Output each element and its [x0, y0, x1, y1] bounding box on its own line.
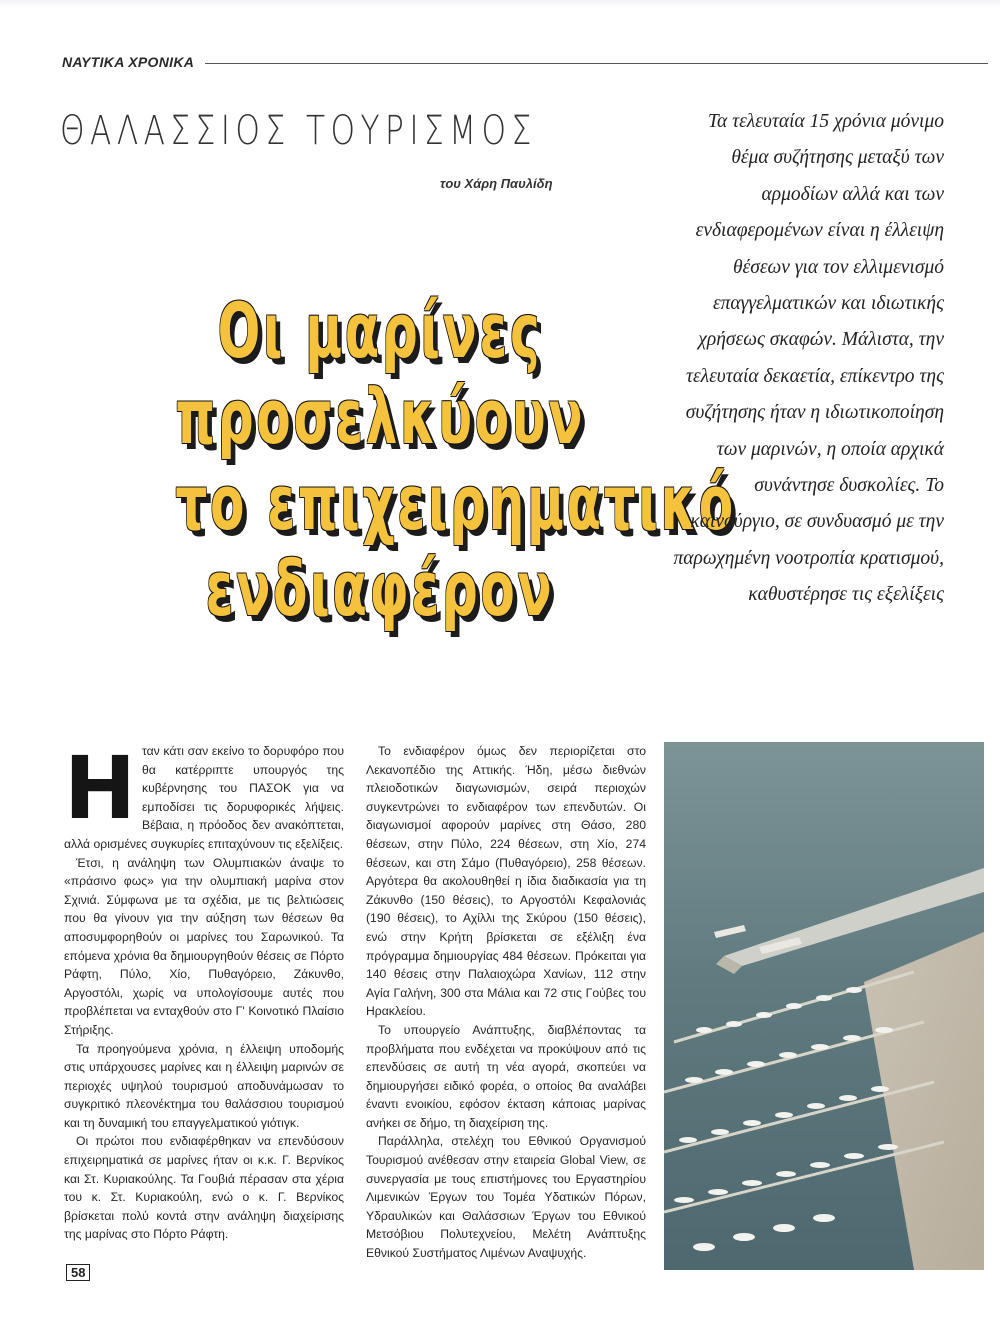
- body-paragraph: Παράλληλα, στελέχη του Εθνικού Οργανισμού Τουρισμού ανέθεσαν στην εταιρεία Global View, σε συνεργασία με τους επιστήμονες του Εργαστηρίου Λιμενικών Έργων του Τομέα Υδατικών Πόρων, Υδραυλικών και Θαλάσσιων Έργων του Εθνικού Μετσόβιου Πολυτεχνείου, Μελέτη Ανάπτυξης Εθνικού Συστήματος Λιμένων Αναψυχής.: [366, 1134, 646, 1261]
- lede-paragraph: Τα τελευταία 15 χρόνια μόνιμο θέμα συζήτησης μεταξύ των αρμοδίων αλλά και των ενδιαφερομένων είναι η έλλειψη θέσεων για τον ελλιμενισμό επαγγελματικών και ιδιωτικής χρήσεως σκαφών. Μάλιστα, την τελευταία δεκαετία, επίκεντρο της συζήτησης ήταν η ιδιωτικοποίηση των μαρινών, η οποία αρχικά συνάντησε δυσκολίες. Το καινούργιο, σε συνδυασμό με την παρωχημένη νοοτροπία κρατισμού, καθυστέρησε τις εξελίξεις: [673, 111, 944, 606]
- headline-line: το επιχειρηματικό: [175, 458, 736, 547]
- headline-line: ενδιαφέρον: [205, 544, 555, 633]
- headline-line: προσελκύουν: [175, 372, 586, 461]
- page-top-edge: [0, 0, 1000, 8]
- article-category: ΘΑΛΑΣΣΙΟΣ ΤΟΥΡΙΣΜΟΣ: [60, 108, 537, 154]
- page-number: 58: [66, 1264, 90, 1281]
- body-paragraph: Το υπουργείο Ανάπτυξης, διαβλέποντας τα προβλήματα που ενδέχεται να προκύψουν από τις επενδύσεις σε αυτή τη νέα αγορά, σκοπεύει να δημιουργήσει ειδικό φορέα, ο οποίος θα αναλάβει έναντι ενοικίου, εφόσον έκταση κάποιας μαρίνας ανήκει σε δήμο, τη διαχείριση της.: [366, 1022, 646, 1130]
- headline: [70, 286, 736, 633]
- body-paragraph: Έτσι, η ανάληψη των Ολυμπιακών άναψε το «πράσινο φως» για την ολυμπιακή μαρίνα στον Σχινιά. Σύμφωνα με τα σχέδια, με τις βελτιώσεις που θα γίνουν για την αύξηση των θέσεων θα αποσυμφορηθούν οι μαρίνες του Σαρωνικού. Τα επόμενα χρόνια θα δημιουργηθούν θέσεις σε Πόρτο Ράφτη, Πύλο, Χίο, Πυθαγόρειο, Ζάκυνθο, Αργοστόλι, χωρίς να υπολογίσουμε αυτές που προβλέπεται να ενταχθούν στο Γ' Κοινοτικό Πλαίσιο Στήριξης.: [64, 855, 344, 1037]
- headline-line: Οι μαρίνες: [217, 286, 543, 375]
- section-header: ΝΑΥΤΙΚΑ ΧΡΟΝΙΚΑ: [62, 54, 195, 70]
- body-paragraph: Οι πρώτοι που ενδιαφέρθηκαν να επενδύσουν επιχειρηματικά σε μαρίνες ήταν οι κ.κ. Γ. Βερνίκος και Στ. Κυριακούλης. Τα Γουβιά πέρασαν στα χέρια του κ. Στ. Κυριακούλη, ενώ ο κ. Γ. Βερνίκος βρίσκεται πολύ κοντά στην ανάληψη διαχείρισης της μαρίνας στο Πόρτο Ράφτη.: [64, 1134, 344, 1242]
- marina-photo: [664, 742, 984, 1270]
- header-rule: [205, 63, 988, 64]
- body-paragraph: Τα προηγούμενα χρόνια, η έλλειψη υποδομής στις υπάρχουσες μαρίνες και η έλλειψη μαρινών σε περιοχές υψηλού τουρισμού αποδυνάμωσαν το συγκριτικό πλεονέκτημα του θαλάσσιου τουρισμού και τη δυναμική του επαγγελματικού γιότιγκ.: [64, 1041, 344, 1130]
- body-paragraph: ταν κάτι σαν εκείνο το δορυφόρο που θα κατέρριπτε υπουργός της κυβέρνησης του ΠΑΣΟΚ για να εμποδίσει τις δορυφορικές λήψεις. Βέβαια, η πρόοδος δεν ανακόπτεται, αλλά ορισμένες συγκυρίες επιταχύνουν τις εξελίξεις.: [64, 744, 344, 851]
- drop-cap: Η: [64, 739, 136, 839]
- byline: του Χάρη Παυλίδη: [440, 176, 553, 191]
- marina-aerial-illustration: [664, 742, 984, 1270]
- body-paragraph: Το ενδιαφέρον όμως δεν περιορίζεται στο Λεκανοπέδιο της Αττικής. Ήδη, μέσω διεθνών πλειοδοτικών διαγωνισμών, σειρά περιοχών συγκεντρώνει το ενδιαφέρον των επενδυτών. Οι διαγωνισμοί αφορούν μαρίνες στη Θάσο, 280 θέσεων, στην Πύλο, 224 θέσεων, στη Χίο, 274 θέσεων, και στη Σάμο (Πυθαγόρειο), 258 θέσεων. Αργότερα θα ακολουθηθεί η ίδια διαδικασία για τη Ζάκυνθο (150 θέσεις), το Αργοστόλι Κεφαλονιάς (190 θέσεις), το Αχίλλι της Σκύρου (150 θέσεις), ενώ στην Κρήτη βρίσκεται σε εξέλιξη ένα πρόγραμμα δημιουργίας 484 θέσεων. Πρόκειται για 140 θέσεις στην Παλαιοχώρα Χανίων, 112 στην Αγία Γαλήνη, 300 στα Μάλια και 72 στις Γούβες του Ηρακλείου.: [366, 744, 646, 1019]
- body-column-1: [64, 739, 344, 1244]
- body-column-2: [366, 742, 646, 1263]
